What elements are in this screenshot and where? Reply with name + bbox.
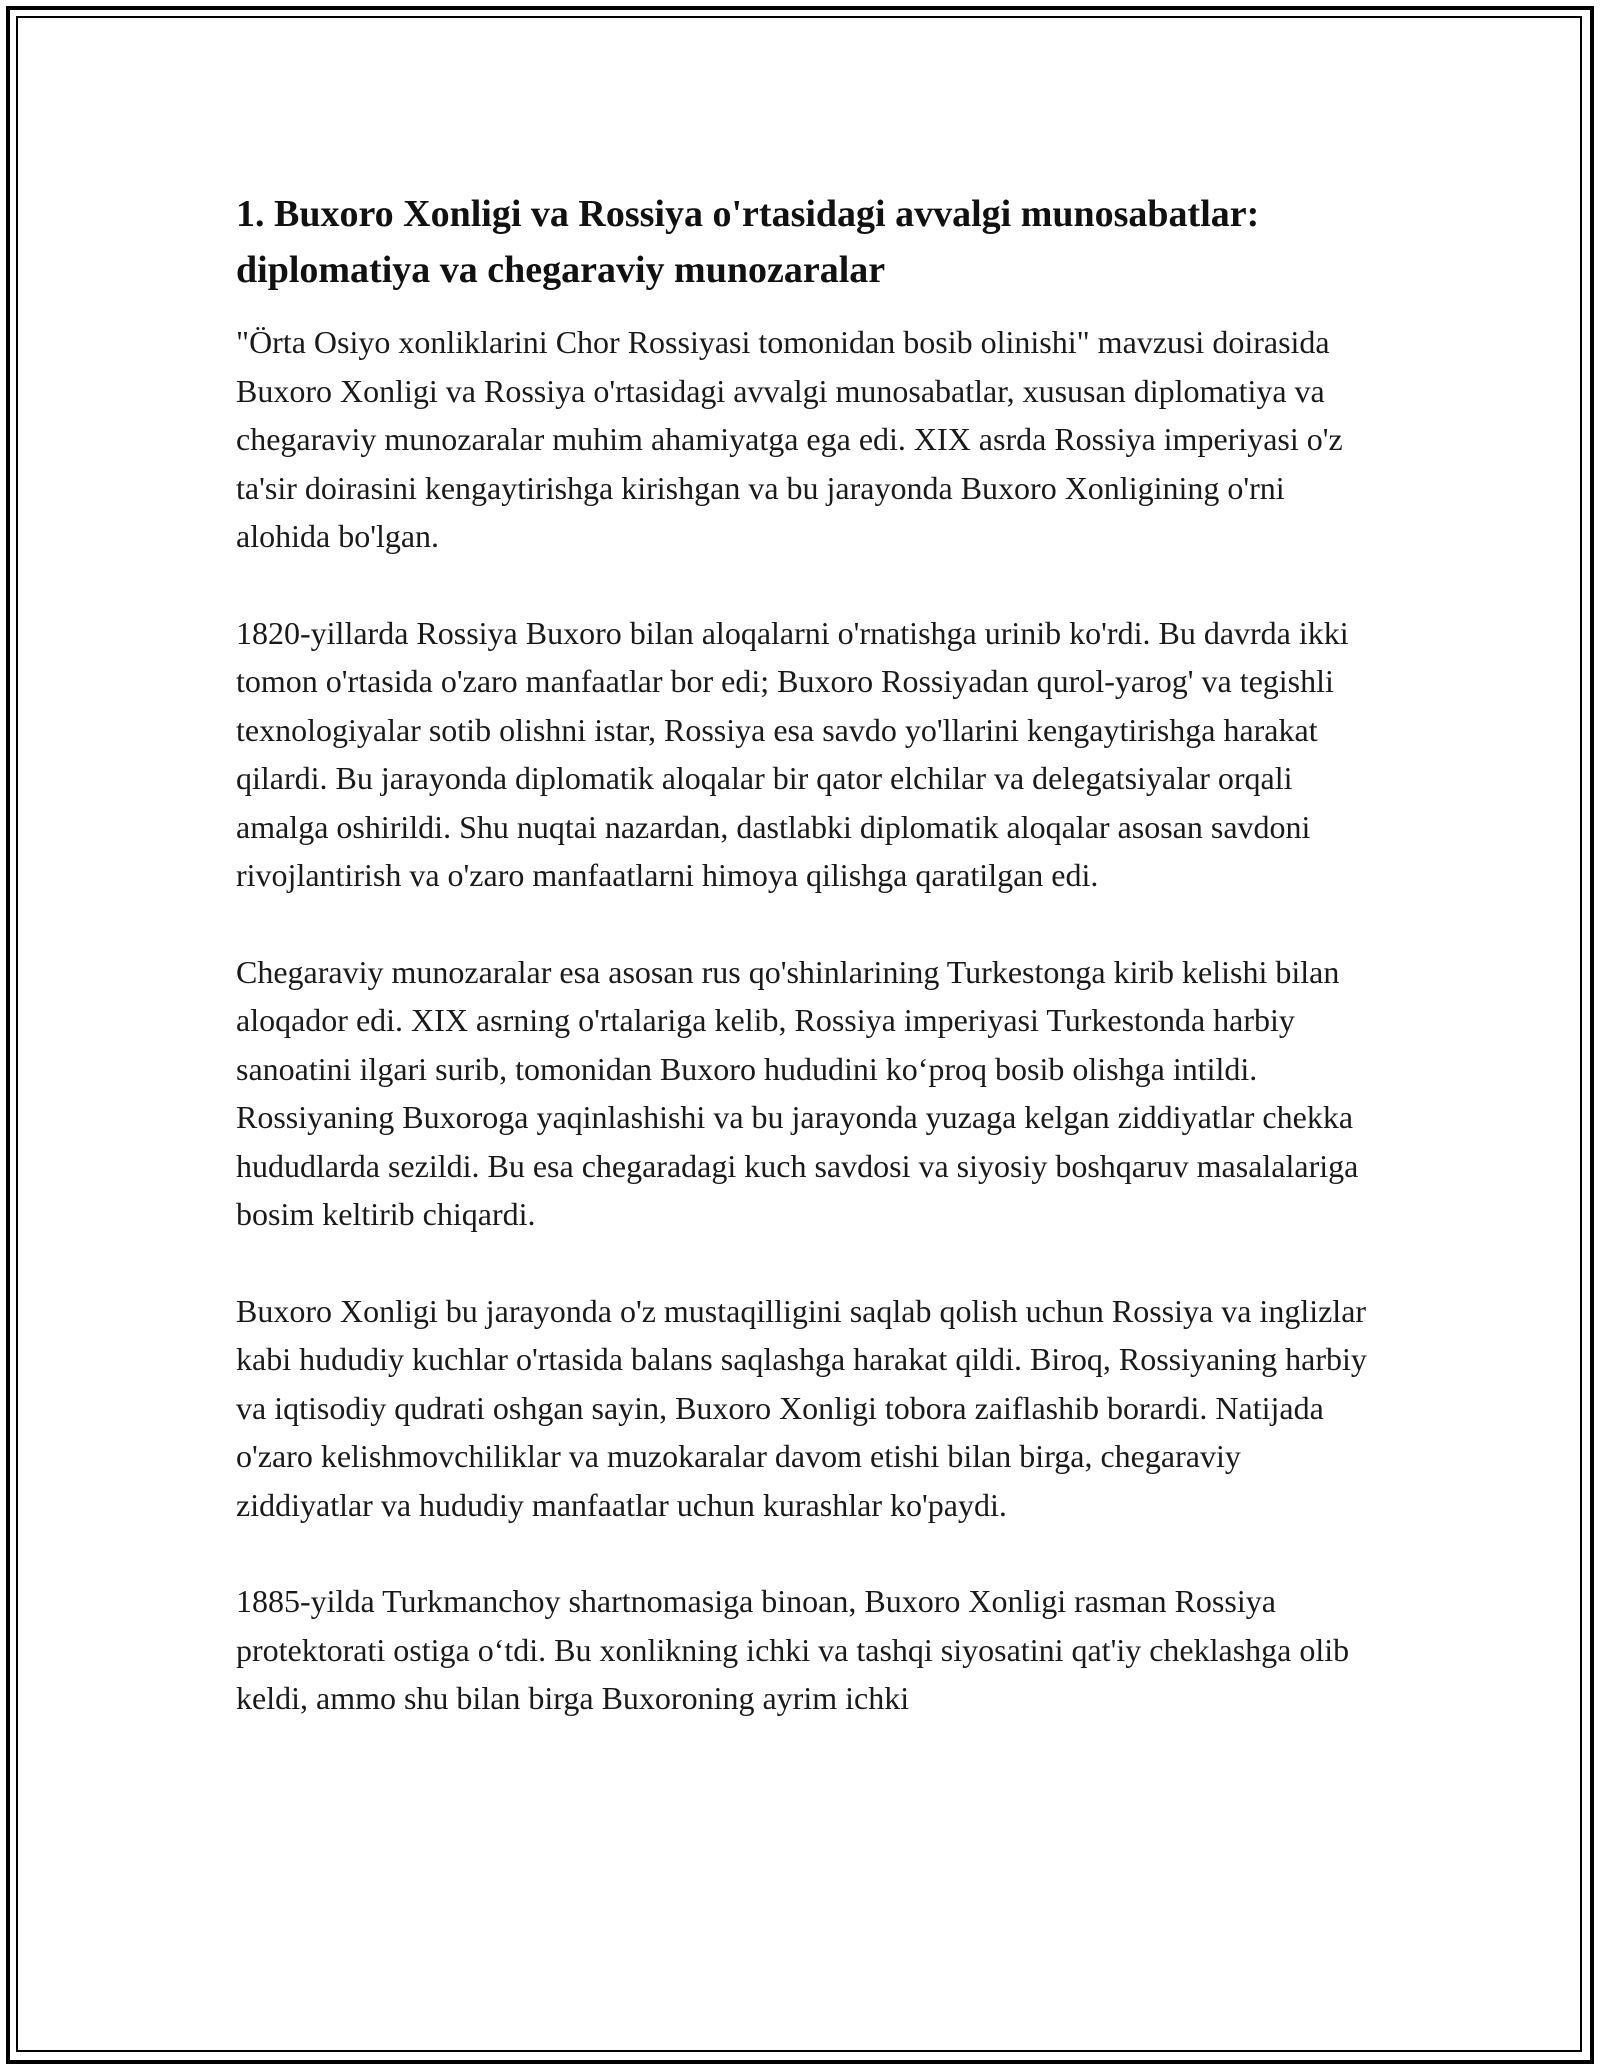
document-body xyxy=(236,186,1376,1771)
paragraph-2: 1820-yillarda Rossiya Buxoro bilan aloqalarni o'rnatishga urinib ko'rdi. Bu davrda ikki tomon o'rtasida o'zaro manfaatlar bor edi; Buxoro Rossiyadan qurol-yarog' va tegishli texnologiyalar sotib olishni istar, Rossiya esa savdo yo'llarini kengaytirishga harakat qilardi. Bu jarayonda diplomatik aloqalar bir qator elchilar va delegatsiyalar orqali amalga oshirildi. Shu nuqtai nazardan, dastlabki diplomatik aloqalar asosan savdoni rivojlantirish va o'zaro manfaatlarni himoya qilishga qaratilgan edi. xyxy=(236,614,1349,893)
paragraph-1: "Örta Osiyo xonliklarini Chor Rossiyasi tomonidan bosib olinishi" mavzusi doirasida Buxoro Xonligi va Rossiya o'rtasidagi avvalgi munosabatlar, xususan diplomatiya va chegaraviy munozaralar muhim ahamiyatga ega edi. XIX asrda Rossiya imperiyasi o'z ta'sir doirasini kengaytirishga kirishgan va bu jarayonda Buxoro Xonligining o'rni alohida bo'lgan. xyxy=(236,324,1343,554)
section-heading: 1. Buxoro Xonligi va Rossiya o'rtasidagi avvalgi munosabatlar: diplomatiya va chegaraviy munozaralar xyxy=(236,193,1260,291)
paragraph-3: Chegaraviy munozaralar esa asosan rus qo'shinlarining Turkestonga kirib kelishi bilan aloqador edi. XIX asrning o'rtalariga kelib, Rossiya imperiyasi Turkestonda harbiy sanoatini ilgari surib, tomonidan Buxoro hududini ko‘proq bosib olishga intildi. Rossiyaning Buxoroga yaqinlashishi va bu jarayonda yuzaga kelgan ziddiyatlar chekka hududlarda sezildi. Bu esa chegaradagi kuch savdosi va siyosiy boshqaruv masalalariga bosim keltirib chiqardi. xyxy=(236,953,1359,1232)
paragraph-5: 1885-yilda Turkmanchoy shartnomasiga binoan, Buxoro Xonligi rasman Rossiya protektorati ostiga o‘tdi. Bu xonlikning ichki va tashqi siyosatini qat'iy cheklashga olib keldi, ammo shu bilan birga Buxoroning ayrim ichki xyxy=(236,1583,1350,1716)
paragraph-4: Buxoro Xonligi bu jarayonda o'z mustaqilligini saqlab qolish uchun Rossiya va inglizlar kabi hududiy kuchlar o'rtasida balans saqlashga harakat qildi. Biroq, Rossiyaning harbiy va iqtisodiy qudrati oshgan sayin, Buxoro Xonligi tobora zaiflashib borardi. Natijada o'zaro kelishmovchiliklar va muzokaralar davom etishi bilan birga, chegaraviy ziddiyatlar va hududiy manfaatlar uchun kurashlar ko'paydi. xyxy=(236,1292,1367,1523)
